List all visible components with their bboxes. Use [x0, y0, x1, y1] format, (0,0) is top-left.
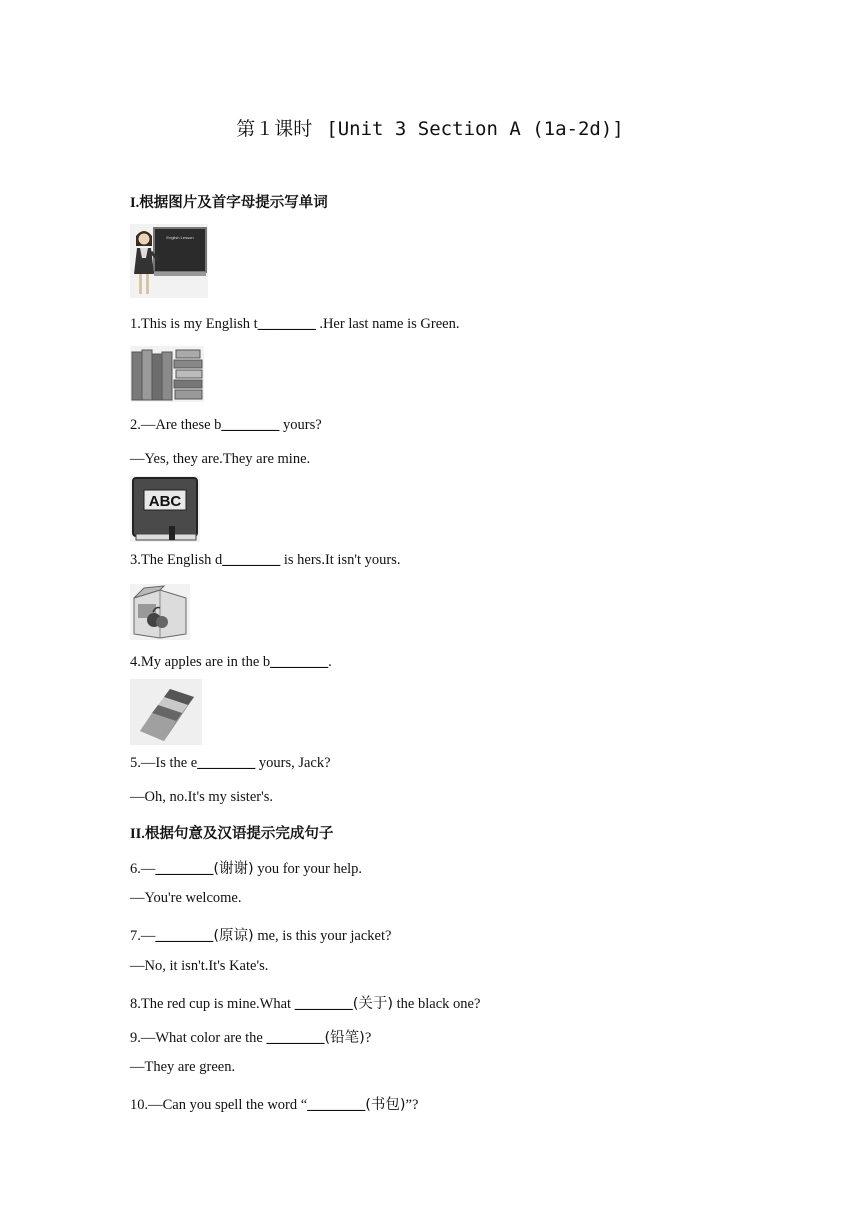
books-icon [130, 346, 204, 402]
question-6: 6.—________(谢谢) you for your help. [130, 861, 363, 877]
eraser-icon [130, 679, 202, 745]
question-8: 8.The red cup is mine.What ________(关于) the black one? [130, 996, 481, 1012]
question-5: 5.—Is the e________ yours, Jack? [130, 755, 331, 771]
answer-9: —They are green. [130, 1059, 236, 1075]
answer-6: —You're welcome. [130, 890, 242, 906]
title-unit: [Unit 3 Section A (1a-2d)] [326, 118, 624, 140]
page-title [0, 114, 860, 141]
dictionary-icon [130, 476, 200, 542]
teacher-blackboard-icon [130, 224, 208, 298]
board-text: English Lesson [166, 235, 194, 240]
question-2: 2.—Are these b________ yours? [130, 417, 322, 433]
question-7: 7.—________(原谅) me, is this your jacket? [130, 928, 392, 944]
section2-heading: II.根据句意及汉语提示完成句子 [130, 826, 334, 842]
question-9: 9.—What color are the ________(铅笔)? [130, 1030, 372, 1046]
title-lesson: 第１课时 [236, 118, 313, 140]
dictionary-cover-text: ABC [148, 493, 182, 510]
question-4: 4.My apples are in the b________. [130, 654, 332, 670]
question-1: 1.This is my English t________ .Her last name is Green. [130, 316, 460, 332]
answer-7: —No, it isn't.It's Kate's. [130, 958, 269, 974]
box-apples-icon [130, 584, 190, 640]
answer-5: —Oh, no.It's my sister's. [130, 789, 273, 805]
section1-heading: I.根据图片及首字母提示写单词 [130, 195, 328, 211]
question-10: 10.—Can you spell the word “________(书包)”? [130, 1097, 419, 1113]
answer-2: —Yes, they are.They are mine. [130, 451, 311, 467]
question-3: 3.The English d________ is hers.It isn't yours. [130, 552, 401, 568]
